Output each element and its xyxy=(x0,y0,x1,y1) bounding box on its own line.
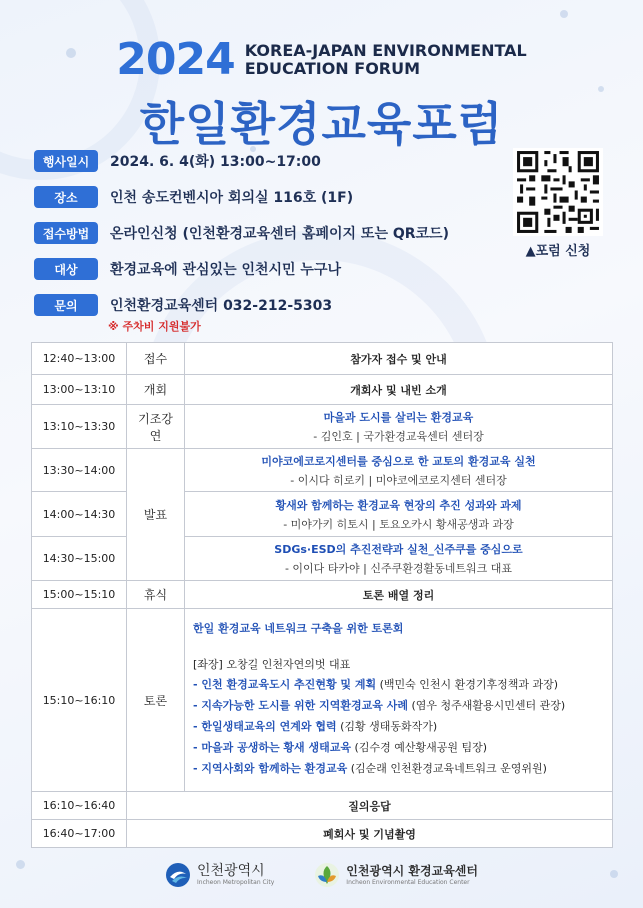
forum-korean-title: 한일환경교육포럼 xyxy=(139,97,504,151)
time-cell: 15:10~16:10 xyxy=(32,609,127,792)
logo2-sub: Incheon Environmental Education Center xyxy=(346,878,470,886)
talk-speaker: - 이시다 히로키 | 미야코에코로지센터 센터장 xyxy=(290,473,507,487)
discussion-panelist: (염우 청주새활용시민센터 관장) xyxy=(407,698,566,712)
info-value: 인천환경교육센터 032-212-5303 xyxy=(110,298,333,314)
info-row-venue xyxy=(34,186,474,208)
table-row xyxy=(32,405,613,449)
discussion-chair: [좌장] 오창길 인천자연의벗 대표 xyxy=(193,657,351,671)
qr-code-icon xyxy=(513,148,603,236)
discussion-topic: - 인천 환경교육도시 추진현황 및 계획 xyxy=(193,677,377,691)
content-cell: 질의응답 xyxy=(127,792,613,820)
info-label: 장소 xyxy=(34,186,98,208)
table-row xyxy=(32,820,613,848)
time-cell: 13:10~13:30 xyxy=(32,405,127,449)
content-cell xyxy=(185,492,613,537)
info-row-contact xyxy=(34,294,474,316)
list-item xyxy=(193,739,604,755)
registration-qr-code[interactable] xyxy=(513,148,603,236)
discussion-panelist: (김황 생태동화작가) xyxy=(336,719,438,733)
event-year: 2024 xyxy=(116,34,235,85)
table-row xyxy=(32,449,613,492)
discussion-panelist: (김수경 예산황새공원 팀장) xyxy=(351,740,487,754)
incheon-city-logo xyxy=(165,862,274,888)
footer-logos xyxy=(0,862,643,888)
content-cell xyxy=(185,537,613,581)
session-cell: 발표 xyxy=(127,449,185,581)
talk-title: SDGs·ESD의 추진전략과 실천_신주쿠를 중심으로 xyxy=(274,543,523,556)
info-value: 환경교육에 관심있는 인천시민 누구나 xyxy=(110,262,342,278)
content-cell xyxy=(185,405,613,449)
list-item xyxy=(193,676,604,692)
list-item xyxy=(193,697,604,713)
discussion-topic: - 한일생태교육의 연계와 협력 xyxy=(193,719,337,733)
time-cell: 16:10~16:40 xyxy=(32,792,127,820)
content-cell: 폐회사 및 기념촬영 xyxy=(127,820,613,848)
schedule-table xyxy=(31,342,613,848)
qr-caption: ▲포럼 신청 xyxy=(525,244,591,259)
discussion-topic: - 마을과 공생하는 황새 생태교육 xyxy=(193,740,352,754)
forum-english-line1: KOREA-JAPAN ENVIRONMENTAL xyxy=(244,41,527,60)
year-row xyxy=(0,34,643,85)
table-row xyxy=(32,492,613,537)
forum-english-line2: EDUCATION FORUM xyxy=(244,59,421,78)
time-cell: 13:00~13:10 xyxy=(32,375,127,405)
discussion-title: 한일 환경교육 네트워크 구축을 위한 토론회 xyxy=(193,621,404,635)
event-info xyxy=(34,150,474,330)
session-cell: 개회 xyxy=(127,375,185,405)
parking-note: ※ 주차비 지원불가 xyxy=(108,320,201,333)
info-value: 2024. 6. 4(화) 13:00~17:00 xyxy=(110,154,321,170)
list-item xyxy=(193,718,604,734)
info-value: 인천 송도컨벤시아 회의실 116호 (1F) xyxy=(110,190,354,206)
content-cell: 참가자 접수 및 안내 xyxy=(185,343,613,375)
info-label: 접수방법 xyxy=(34,222,98,244)
info-label: 대상 xyxy=(34,258,98,280)
list-item xyxy=(193,760,604,776)
environment-center-logo xyxy=(314,862,478,888)
talk-title: 황새와 함께하는 환경교육 현장의 추진 성과와 과제 xyxy=(275,498,522,512)
info-row-registration xyxy=(34,222,474,244)
table-row xyxy=(32,792,613,820)
header xyxy=(0,34,643,154)
info-label: 문의 xyxy=(34,294,98,316)
info-row-datetime xyxy=(34,150,474,172)
talk-title: 미야코에코로지센터를 중심으로 한 교토의 환경교육 실천 xyxy=(261,454,536,468)
discussion-panelist: (백민숙 인천시 환경기후정책과 과장) xyxy=(376,677,559,691)
table-row xyxy=(32,581,613,609)
session-cell: 접수 xyxy=(127,343,185,375)
info-label: 행사일시 xyxy=(34,150,98,172)
content-cell xyxy=(185,609,613,792)
session-cell: 휴식 xyxy=(127,581,185,609)
table-row xyxy=(32,343,613,375)
talk-speaker: - 김인호 | 국가환경교육센터 센터장 xyxy=(313,430,484,443)
table-row xyxy=(32,609,613,792)
time-cell: 12:40~13:00 xyxy=(32,343,127,375)
time-cell: 14:00~14:30 xyxy=(32,492,127,537)
logo-text xyxy=(346,864,478,887)
time-cell: 16:40~17:00 xyxy=(32,820,127,848)
info-value: 온라인신청 (인천환경교육센터 홈페이지 또는 QR코드) xyxy=(110,226,449,242)
discussion-topic: - 지속가능한 도시를 위한 지역환경교육 사례 xyxy=(193,698,408,712)
time-cell: 14:30~15:00 xyxy=(32,537,127,581)
time-cell: 13:30~14:00 xyxy=(32,449,127,492)
session-cell: 기조강연 xyxy=(127,405,185,449)
session-cell: 토론 xyxy=(127,609,185,792)
talk-title: 마을과 도시를 살리는 환경교육 xyxy=(323,411,474,424)
incheon-city-emblem-icon xyxy=(165,862,191,888)
forum-english-name xyxy=(245,42,527,78)
content-cell xyxy=(185,449,613,492)
content-cell: 개회사 및 내빈 소개 xyxy=(185,375,613,405)
logo1-sub: Incheon Metropolitan City xyxy=(197,878,275,886)
logo2-main: 인천광역시 환경교육센터 xyxy=(346,863,478,878)
discussion-panelist: (김순래 인천환경교육네트워크 운영위원) xyxy=(347,761,547,775)
logo1-main: 인천광역시 xyxy=(197,862,265,879)
talk-speaker: - 미야가키 히토시 | 토요오카시 황새공생과 과장 xyxy=(283,517,514,531)
logo-text xyxy=(197,864,274,887)
content-cell: 토론 배열 정리 xyxy=(185,581,613,609)
table-row xyxy=(32,375,613,405)
table-row xyxy=(32,537,613,581)
talk-speaker: - 이이다 타카야 | 신주쿠환경활동네트워크 대표 xyxy=(284,562,513,575)
info-row-audience xyxy=(34,258,474,280)
time-cell: 15:00~15:10 xyxy=(32,581,127,609)
leaf-emblem-icon xyxy=(314,862,340,888)
discussion-topic: - 지역사회와 함께하는 환경교육 xyxy=(193,761,348,775)
